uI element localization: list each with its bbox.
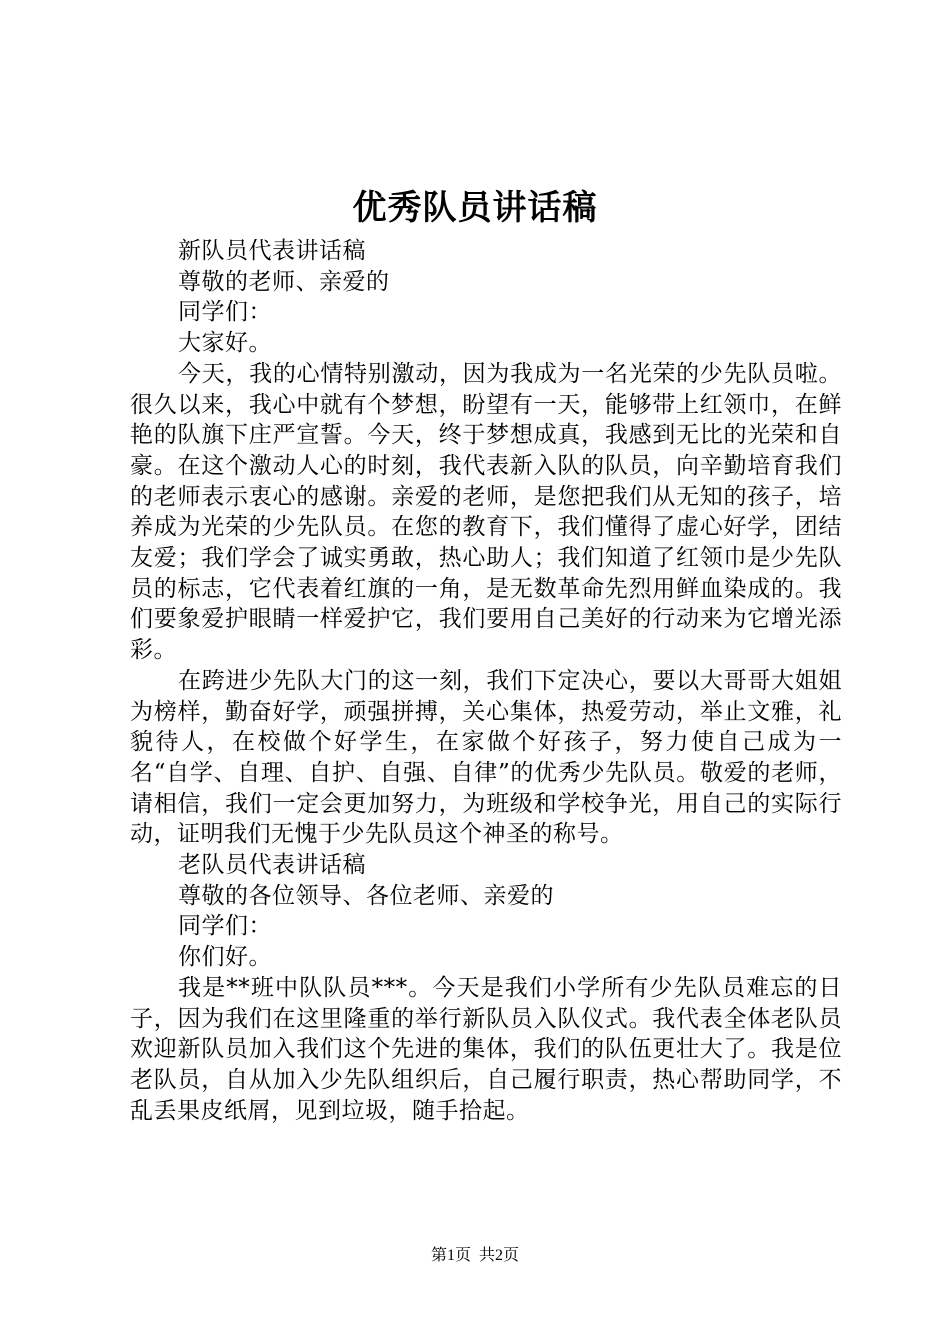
paragraph: 今天，我的心情特别激动，因为我成为一名光荣的少先队员啦。很久以来，我心中就有个梦想，盼望有一天，能够带上红领巾，在鲜艳的队旗下庄严宣誓。今天，终于梦想成真，我感到无比的光荣和自豪。在这个激动人心的时刻，我代表新入队的队员，向辛勤培育我们的老师表示衷心的感谢。亲爱的老师，是您把我们从无知的孩子，培养成为光荣的少先队员。在您的教育下，我们懂得了虚心好学，团结友爱；我们学会了诚实勇敢，热心助人；我们知道了红领巾是少先队员的标志，它代表着红旗的一角，是无数革命先烈用鲜血染成的。我们要象爱护眼睛一样爱护它，我们要用自己美好的行动来为它增光添彩。: [130, 360, 842, 664]
paragraph: 新队员代表讲话稿: [178, 238, 366, 264]
paragraph: 同学们：: [178, 299, 272, 326]
paragraph: 大家好。: [178, 330, 272, 357]
paragraph: 你们好。: [178, 944, 272, 971]
document-body: [130, 236, 842, 1126]
page-number-total: 共2页: [479, 1247, 520, 1264]
paragraph: 尊敬的各位领导、各位老师、亲爱的: [178, 882, 554, 909]
document-title: 优秀队员讲话稿: [352, 188, 598, 228]
paragraph: 在跨进少先队大门的这一刻，我们下定决心，要以大哥哥大姐姐为榜样，勤奋好学，顽强拼搏，关心集体，热爱劳动，举止文雅，礼貌待人，在校做个好学生，在家做个好孩子，努力使自己成为一名“自学、自理、自护、自强、自律”的优秀少先队员。敬爱的老师，请相信，我们一定会更加努力，为班级和学校争光，用自己的实际行动，证明我们无愧于少先队员这个神圣的称号。: [130, 667, 842, 848]
page-number-current: 第1页: [430, 1247, 471, 1264]
paragraph: 尊敬的老师、亲爱的: [178, 268, 390, 295]
paragraph: 老队员代表讲话稿: [178, 852, 366, 879]
paragraph: 我是**班中队队员***。今天是我们小学所有少先队员难忘的日子，因为我们在这里隆重的举行新队员入队仪式。我代表全体老队员欢迎新队员加入我们这个先进的集体，我们的队伍更壮大了。我是位老队员，自从加入少先队组织后，自己履行职责，热心帮助同学，不乱丢果皮纸屑，见到垃圾，随手拾起。: [130, 974, 842, 1124]
page-footer: [0, 1246, 950, 1266]
paragraph: 同学们：: [178, 913, 272, 940]
